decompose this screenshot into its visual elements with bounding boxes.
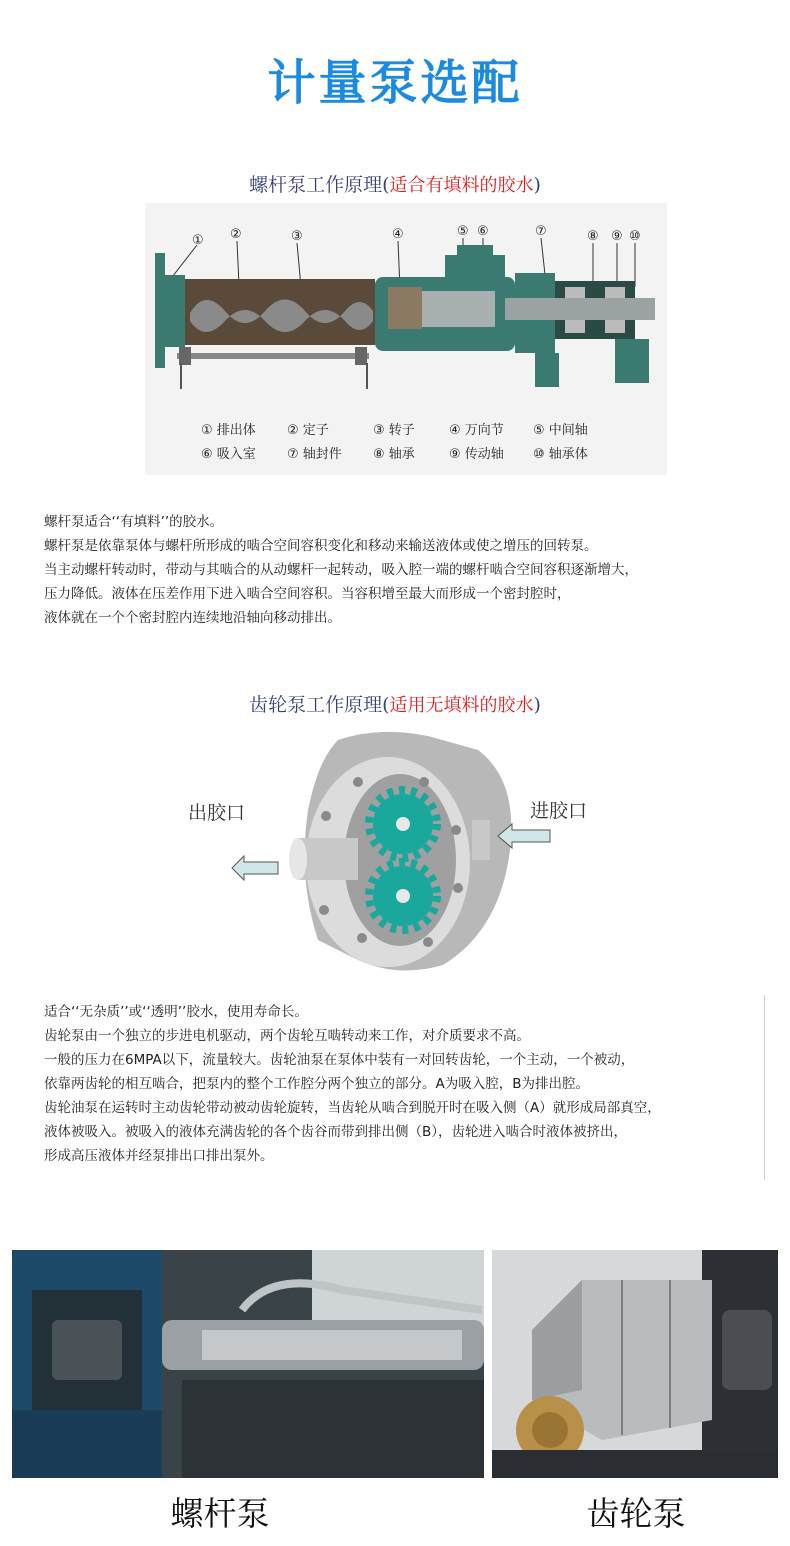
screw-title-main: 螺杆泵工作原理( — [249, 174, 390, 196]
legend-item-3: ③ 转子 — [373, 423, 415, 438]
screw-pump-photo-label: 螺杆泵 — [170, 1494, 270, 1533]
screw-pump-photo — [12, 1250, 484, 1478]
part-num-6: ⑥ — [477, 224, 489, 239]
legend-item-2: ② 定子 — [287, 423, 329, 438]
part-num-3: ③ — [291, 229, 303, 244]
legend-item-9: ⑨ 传动轴 — [449, 447, 504, 462]
gear-title-main: 齿轮泵工作原理( — [249, 694, 390, 716]
gear-pump-section-title — [0, 690, 790, 717]
legend-item-7: ⑦ 轴封件 — [287, 447, 342, 462]
legend-item-4: ④ 万向节 — [449, 423, 504, 438]
gear-desc-line: 齿轮油泵在运转时主动齿轮带动被动齿轮旋转，当齿轮从啮合到脱开时在吸入侧（A）就形成局部真空， — [44, 1100, 661, 1116]
screw-pump-diagram — [145, 203, 667, 475]
screw-pump-legend — [201, 419, 661, 471]
screw-desc-line: 液体就在一个个密封腔内连续地沿轴向移动排出。 — [44, 610, 341, 626]
gear-desc-line: 形成高压液体并经泵排出口排出泵外。 — [44, 1148, 274, 1164]
gear-title-highlight: 适用无填料的胶水 — [389, 695, 534, 716]
screw-desc-line: 压力降低。液体在压差作用下进入啮合空间容积。当容积增至最大而形成一个密封腔时， — [44, 586, 571, 602]
screw-pump-photo-art — [12, 1250, 484, 1478]
part-num-4: ④ — [392, 227, 404, 242]
part-number-row — [145, 203, 667, 263]
gear-title-close: ) — [533, 694, 541, 716]
screw-title-close: ) — [533, 174, 541, 196]
gear-pump-photo-art — [492, 1250, 778, 1478]
screw-pump-description — [44, 510, 764, 630]
gear-desc-line: 适合‘‘无杂质’’或‘‘透明’’胶水，使用寿命长。 — [44, 1004, 308, 1020]
legend-item-5: ⑤ 中间轴 — [533, 423, 588, 438]
screw-title-highlight: 适合有填料的胶水 — [389, 175, 534, 196]
part-num-5: ⑤ — [457, 224, 469, 239]
legend-item-6: ⑥ 吸入室 — [201, 447, 256, 462]
legend-item-10: ⑩ 轴承体 — [533, 447, 588, 462]
part-num-8: ⑧ — [587, 229, 599, 244]
part-num-10: ⑩ — [629, 229, 641, 244]
gear-pump-photo — [492, 1250, 778, 1478]
gear-desc-line: 齿轮泵由一个独立的步进电机驱动，两个齿轮互啮转动来工作，对介质要求不高。 — [44, 1028, 530, 1044]
screw-desc-line: 螺杆泵是依靠泵体与螺杆所形成的啮合空间容积变化和移动来输送液体或使之增压的回转泵。 — [44, 538, 598, 554]
legend-item-8: ⑧ 轴承 — [373, 447, 415, 462]
gear-pump-photo-label: 齿轮泵 — [586, 1494, 686, 1533]
gear-pump-description — [44, 1000, 764, 1168]
gear-desc-line: 一般的压力在6MPA以下，流量较大。齿轮油泵在泵体中装有一对回转齿轮，一个主动，一个被动， — [44, 1052, 635, 1068]
inlet-label: 进胶口 — [530, 800, 588, 822]
screw-desc-line: 螺杆泵适合‘‘有填料’’的胶水。 — [44, 514, 224, 530]
gear-pump-illustration — [228, 720, 568, 980]
part-num-2: ② — [230, 227, 242, 242]
gear-desc-line: 依靠两齿轮的相互啮合，把泵内的整个工作腔分两个独立的部分。A为吸入腔，B为排出腔。 — [44, 1076, 589, 1092]
screw-desc-line: 当主动螺杆转动时，带动与其啮合的从动螺杆一起转动，吸入腔一端的螺杆啮合空间容积逐渐增大， — [44, 562, 638, 578]
gear-desc-line: 液体被吸入。被吸入的液体充满齿轮的各个齿谷而带到排出侧（B），齿轮进入啮合时液体被挤出， — [44, 1124, 628, 1140]
outlet-label: 出胶口 — [188, 802, 246, 824]
divider-line — [764, 995, 765, 1180]
screw-pump-section-title — [0, 170, 790, 197]
page-title: 计量泵选配 — [267, 55, 523, 111]
part-num-1: ① — [192, 233, 204, 248]
part-num-7: ⑦ — [535, 224, 547, 239]
part-num-9: ⑨ — [611, 229, 623, 244]
legend-item-1: ① 排出体 — [201, 423, 256, 438]
